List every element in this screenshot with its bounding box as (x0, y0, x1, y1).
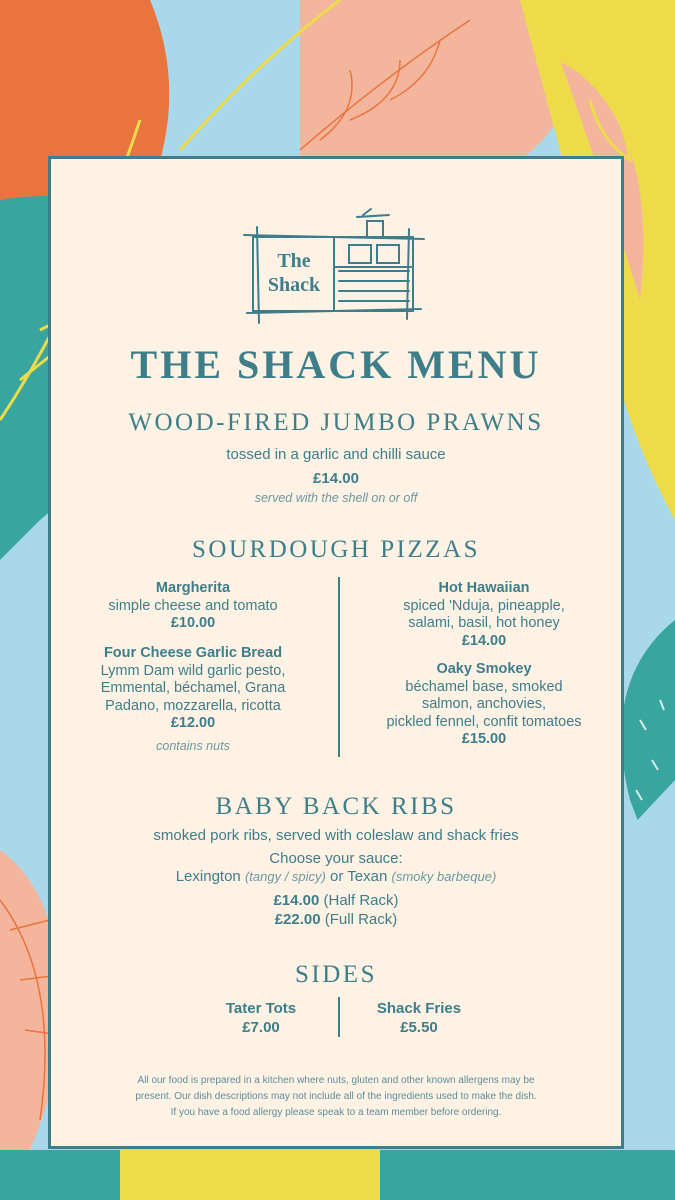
ribs-half-label: (Half Rack) (323, 892, 399, 909)
prawns-description: tossed in a garlic and chilli sauce (226, 446, 446, 463)
pizza-desc: salmon, anchovies, (421, 696, 547, 712)
ribs-price-full (51, 911, 621, 929)
pizza-column-divider (338, 577, 340, 757)
prawns-price: £14.00 (313, 470, 359, 487)
ribs-description: smoked pork ribs, served with coleslaw and shack fries (153, 827, 519, 844)
ribs-title: BABY BACK RIBS (215, 793, 457, 820)
pizza-desc: Padano, mozzarella, ricotta (105, 697, 281, 714)
logo-text-line1: The (277, 250, 311, 272)
sauce-texan: Texan (347, 868, 388, 885)
disclaimer-line: If you have a food allergy please speak to a team member before ordering. (170, 1107, 502, 1118)
ribs-full-price: £22.00 (274, 911, 321, 928)
pizza-name: Margherita (155, 580, 231, 596)
ribs-sauce-options (51, 868, 621, 886)
pizza-desc: spiced 'Nduja, pineapple, (403, 597, 565, 614)
sauce-lexington-note: (tangy / spicy) (244, 869, 326, 884)
ribs-price-half (51, 892, 621, 910)
sides-title: SIDES (295, 961, 377, 988)
side-price: £7.00 (242, 1019, 280, 1036)
pizza-desc: salami, basil, hot honey (408, 615, 560, 631)
pizza-desc: simple cheese and tomato (108, 597, 278, 614)
pizza-price: £14.00 (461, 632, 507, 649)
sauce-or: or (330, 868, 344, 885)
disclaimer-line: All our food is prepared in a kitchen where nuts, gluten and other known allergens may be (137, 1075, 535, 1086)
side-shack-fries (339, 999, 499, 1037)
side-name: Shack Fries (376, 1000, 462, 1017)
pizza-desc: Lymm Dam wild garlic pesto, (100, 662, 286, 679)
pizza-name: Four Cheese Garlic Bread (103, 645, 283, 661)
side-name: Tater Tots (225, 1000, 297, 1017)
pizza-desc: Emmental, béchamel, Grana (100, 680, 286, 696)
pizza-name: Oaky Smokey (436, 661, 532, 677)
pizza-four-cheese (71, 645, 315, 755)
disclaimer-line: present. Our dish descriptions may not include all of the ingredients used to make the dish. (135, 1091, 537, 1102)
pizza-margherita (71, 580, 315, 633)
pizza-desc: pickled fennel, confit tomatoes (386, 713, 582, 730)
pizza-name: Hot Hawaiian (438, 580, 530, 596)
ribs-full-label: (Full Rack) (324, 911, 398, 928)
side-tater-tots (181, 999, 341, 1037)
sauce-texan-note: (smoky barbeque) (391, 869, 497, 884)
pizzas-title: SOURDOUGH PIZZAS (192, 536, 480, 563)
prawns-title: WOOD-FIRED JUMBO PRAWNS (128, 409, 544, 436)
pizza-oaky-smokey (356, 661, 612, 749)
pizza-note: contains nuts (156, 738, 230, 753)
pizza-price: £10.00 (170, 615, 216, 631)
pizza-price: £15.00 (461, 731, 507, 747)
ribs-half-price: £14.00 (273, 892, 320, 909)
sauce-lexington: Lexington (175, 868, 241, 885)
pizza-desc: béchamel base, smoked (405, 678, 563, 695)
menu-title: THE SHACK MENU (130, 342, 542, 387)
allergen-disclaimer (91, 1073, 581, 1121)
menu-card (48, 156, 624, 1149)
ribs-choose-sauce: Choose your sauce: (269, 850, 403, 867)
pizza-price: £12.00 (170, 715, 216, 731)
prawns-note: served with the shell on or off (254, 491, 418, 505)
pizza-hot-hawaiian (356, 580, 612, 650)
logo-text-line2: Shack (267, 274, 321, 296)
the-shack-logo (239, 207, 429, 325)
side-price: £5.50 (400, 1019, 438, 1036)
